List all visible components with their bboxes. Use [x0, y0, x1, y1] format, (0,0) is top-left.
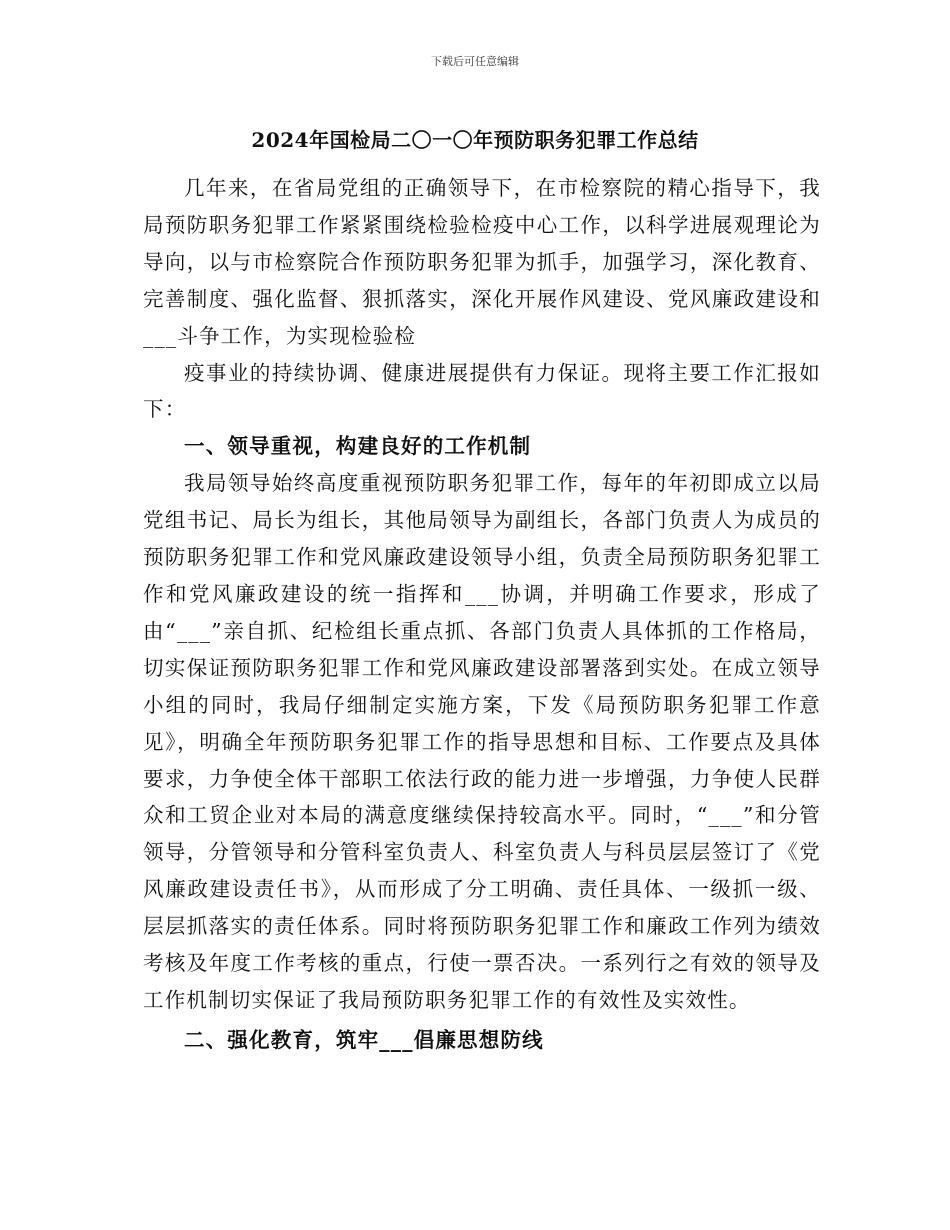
page-header-note: 下载后可任意编辑	[431, 55, 519, 68]
section-2-heading: 二、强化教育，筑牢___倡廉思想防线	[184, 1027, 544, 1052]
intro-paragraph-2: 疫事业的持续协调、健康进展提供有力保证。现将主要工作汇报如下：	[143, 360, 821, 422]
section-1-heading: 一、领导重视，构建良好的工作机制	[184, 434, 532, 459]
document-title: 2024年国检局二〇一〇年预防职务犯罪工作总结	[251, 128, 699, 152]
document-body	[143, 170, 821, 1059]
section-1-body: 我局领导始终高度重视预防职务犯罪工作，每年的年初即成立以局党组书记、局长为组长，其他局领导为副组长，各部门负责人为成员的预防职务犯罪工作和党风廉政建设领导小组，负责全局预防职务犯罪工作和党风廉政建设的统一指挥和___协调，并明确工作要求，形成了由“___”亲自抓、纪检组长重点抓、各部门负责人具体抓的工作格局，切实保证预防职务犯罪工作和党风廉政建设部署落到实处。在成立领导小组的同时，我局仔细制定实施方案，下发《局预防职务犯罪工作意见》，明确全年预防职务犯罪工作的指导思想和目标、工作要点及具体要求，力争使全体干部职工依法行政的能力进一步增强，力争使人民群众和工贸企业对本局的满意度继续保持较高水平。同时，“___”和分管领导，分管领导和分管科室负责人、科室负责人与科员层层签订了《党风廉政建设责任书》，从而形成了分工明确、责任具体、一级抓一级、层层抓落实的责任体系。同时将预防职务犯罪工作和廉政工作列为绩效考核及年度工作考核的重点，行使一票否决。一系列行之有效的领导及工作机制切实保证了我局预防职务犯罪工作的有效性及实效性。	[143, 471, 821, 1012]
intro-paragraph-1: 几年来，在省局党组的正确领导下，在市检察院的精心指导下，我局预防职务犯罪工作紧紧围绕检验检疫中心工作，以科学进展观理论为导向，以与市检察院合作预防职务犯罪为抓手，加强学习，深化教育、完善制度、强化监督、狠抓落实，深化开展作风建设、党风廉政建设和___斗争工作，为实现检验检	[143, 176, 821, 348]
